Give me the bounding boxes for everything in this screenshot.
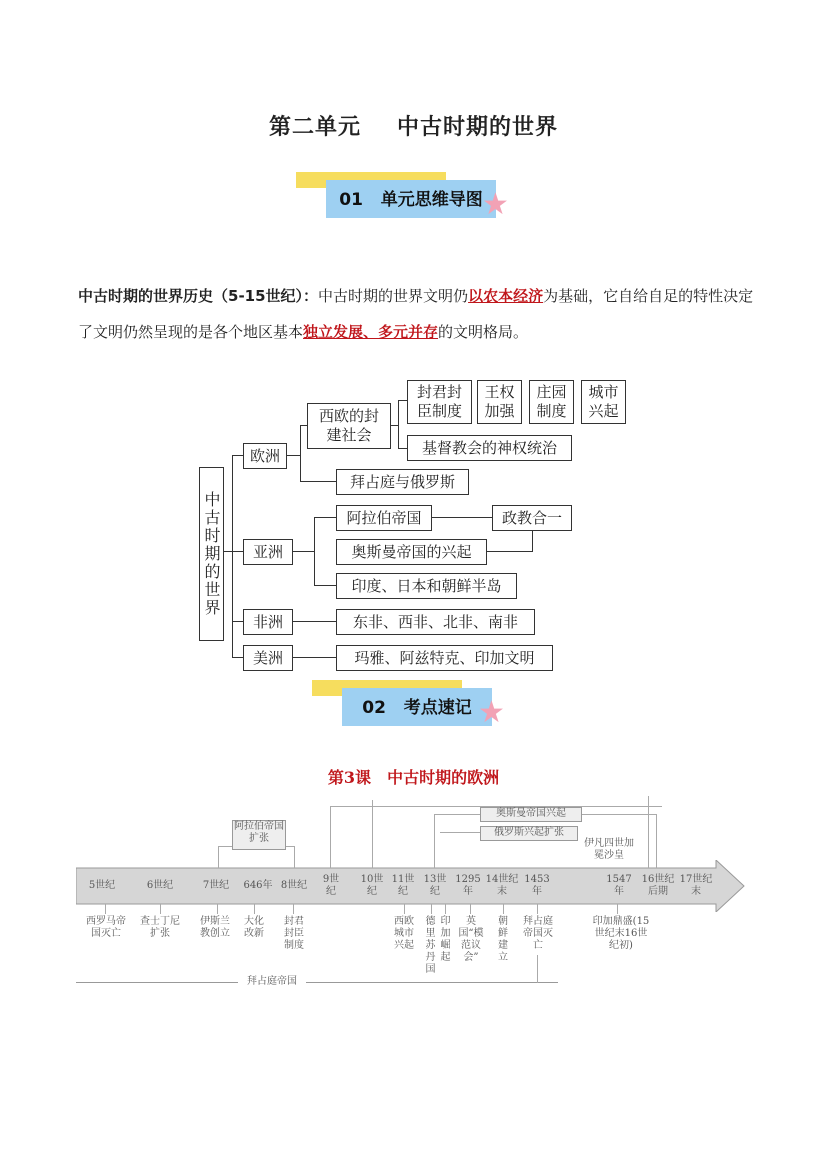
label-russia-rise: 俄罗斯兴起扩张 [480, 826, 578, 841]
node-europe: 欧洲 [243, 443, 287, 469]
event-line [537, 904, 538, 914]
label-arab-expansion: 阿拉伯帝国扩张 [232, 820, 286, 850]
bracket-line [218, 846, 219, 868]
connector [532, 529, 533, 552]
connector [487, 551, 532, 552]
event-label: 西罗马帝国灭亡 [86, 916, 126, 939]
tick-label: 13世纪 [423, 874, 447, 897]
event-label: 查士丁尼扩张 [140, 916, 180, 939]
node-india-japan-korea: 印度、日本和朝鲜半岛 [336, 573, 517, 599]
node-ottoman: 奥斯曼帝国的兴起 [336, 539, 487, 565]
connector [300, 481, 337, 482]
node-africa: 非洲 [243, 609, 293, 635]
lesson-number: 第3课 [327, 768, 372, 787]
label-ivan-coronation: 伊凡四世加冕沙皇 [584, 838, 634, 861]
intro-text-3: 的文明格局。 [438, 323, 529, 341]
event-line [105, 904, 106, 914]
event-line [617, 904, 618, 914]
connector [232, 455, 233, 658]
tick-label: 10世纪 [360, 874, 384, 897]
node-church: 基督教会的神权统治 [407, 435, 572, 461]
intro-text-2: 为基础，它自给自足的特性决定了文明仍然呈现的是各个地区基本 [78, 287, 754, 341]
node-america-civilizations: 玛雅、阿兹特克、印加文明 [336, 645, 553, 671]
page-title [0, 110, 827, 141]
tick-label: 5世纪 [88, 880, 116, 891]
connector [314, 517, 336, 518]
event-label: 德里苏丹国 [425, 916, 436, 975]
banner-text: 考点速记 [403, 698, 472, 718]
tick-label: 1295年 [455, 874, 481, 897]
root-node [199, 467, 224, 641]
connector [292, 657, 336, 658]
banner-text: 单元思维导图 [380, 190, 483, 210]
connector [292, 551, 314, 552]
banner-number: 02 [362, 698, 386, 718]
event-label: 印加鼎盛(15世纪末16世纪初) [592, 916, 650, 951]
tick-label: 646年 [243, 880, 273, 891]
node-feudal-system: 封君封臣制度 [407, 380, 472, 424]
root-label: 中古时期的世界 [202, 491, 221, 617]
event-line [217, 904, 218, 914]
node-cities: 城市兴起 [581, 380, 626, 424]
event-line [293, 904, 294, 914]
event-label: 封君封臣制度 [284, 916, 304, 951]
lesson-name: 中古时期的欧洲 [387, 768, 500, 787]
bracket-line [372, 800, 373, 868]
unit-title: 中古时期的世界 [397, 115, 559, 140]
node-africa-regions: 东非、西非、北非、南非 [336, 609, 535, 635]
star-icon: ★ [478, 695, 505, 730]
event-label: 大化改新 [244, 916, 264, 939]
intro-lead: 中古时期的世界历史（5-15世纪）： [78, 287, 319, 305]
banner-number: 01 [339, 190, 363, 210]
node-theocracy: 政教合一 [492, 505, 572, 531]
span-line [76, 982, 558, 983]
event-label: 印加崛起 [440, 916, 451, 963]
tick-label: 8世纪 [280, 880, 308, 891]
banner-label [326, 180, 496, 218]
lesson-title [0, 765, 827, 788]
tick-label: 17世纪末 [679, 874, 713, 897]
intro-paragraph [78, 278, 758, 350]
connector [398, 400, 399, 448]
section-banner-mindmap [296, 172, 526, 232]
node-byzantine-russia: 拜占庭与俄罗斯 [336, 469, 469, 495]
connector [286, 455, 300, 456]
intro-highlight-2: 独立发展、多元并存 [303, 323, 439, 341]
event-label: 伊斯兰教创立 [200, 916, 230, 939]
tick-label: 1453年 [524, 874, 550, 897]
node-america: 美洲 [243, 645, 293, 671]
event-line [503, 904, 504, 914]
node-kingship: 王权加强 [477, 380, 522, 424]
tick-label: 11世纪 [391, 874, 415, 897]
star-icon: ★ [482, 187, 509, 222]
connector [314, 517, 315, 585]
node-west-europe: 西欧的封建社会 [307, 403, 391, 449]
tick-label: 9世纪 [322, 874, 340, 897]
connector [300, 425, 301, 481]
connector [314, 585, 336, 586]
section-banner-keypoints [312, 680, 542, 740]
tick-label: 7世纪 [202, 880, 230, 891]
bracket-line [294, 846, 295, 868]
event-line [160, 904, 161, 914]
bracket-line [656, 814, 657, 868]
intro-highlight-1: 以农本经济 [468, 287, 544, 305]
event-line [431, 904, 432, 914]
tick-label: 16世纪后期 [641, 874, 675, 897]
unit-number: 第二单元 [268, 115, 361, 140]
bracket-line [434, 814, 435, 868]
intro-text-1: 中古时期的世界文明仍 [318, 287, 469, 305]
event-label: 英国“模范议会” [458, 916, 484, 963]
event-label: 朝鲜建立 [498, 916, 508, 963]
connector [432, 517, 492, 518]
label-byzantine-empire: 拜占庭帝国 [238, 976, 306, 988]
connector [292, 621, 336, 622]
event-line [445, 904, 446, 914]
event-line [254, 904, 255, 914]
label-ottoman-rise: 奥斯曼帝国兴起 [480, 807, 582, 822]
bracket-line [648, 796, 649, 868]
connector [390, 425, 398, 426]
node-manor: 庄园制度 [529, 380, 574, 424]
node-arab-empire: 阿拉伯帝国 [336, 505, 432, 531]
banner-label [342, 688, 492, 726]
tick-label: 6世纪 [146, 880, 174, 891]
bracket-line [330, 806, 331, 868]
tick-label: 14世纪末 [485, 874, 519, 897]
tick-label: 1547年 [606, 874, 632, 897]
node-asia: 亚洲 [243, 539, 293, 565]
span-line [537, 955, 538, 983]
event-line [470, 904, 471, 914]
event-label: 西欧城市兴起 [394, 916, 414, 951]
event-line [404, 904, 405, 914]
event-label: 拜占庭帝国灭亡 [523, 916, 553, 951]
